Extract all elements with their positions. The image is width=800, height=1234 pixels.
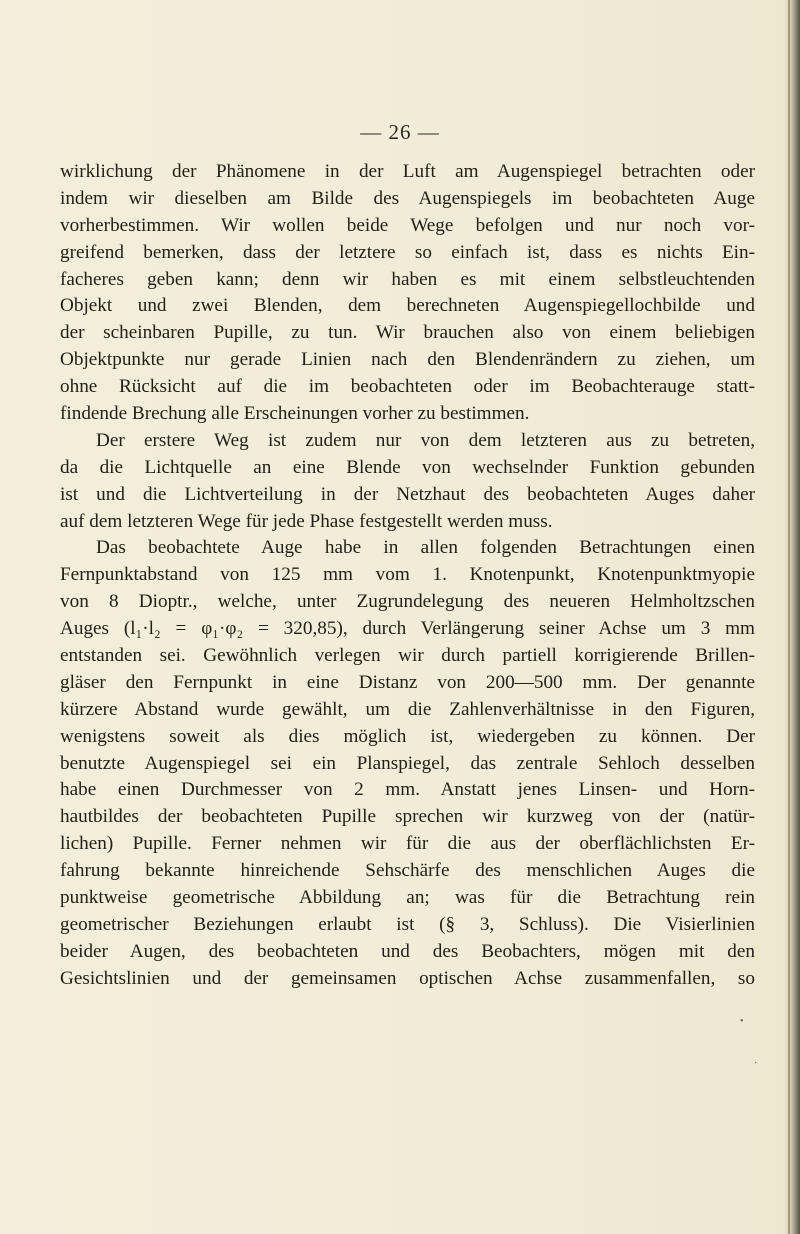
text-line: entstanden sei. Gewöhnlich verlegen wir durch partiell korrigierende Brillen- (60, 645, 755, 667)
text-line: von 8 Dioptr., welche, unter Zugrundelegung des neueren Helmholtzschen (60, 591, 755, 613)
text-line: Objektpunkte nur gerade Linien nach den Blendenrändern zu ziehen, um (60, 349, 755, 371)
paragraph-start-line: Das beobachtete Auge habe in allen folgenden Betrachtungen einen (96, 537, 755, 559)
text-line: Objekt und zwei Blenden, dem berechneten Augenspiegellochbilde und (60, 295, 755, 317)
text-line: fahrung bekannte hinreichende Sehschärfe des menschlichen Auges die (60, 860, 755, 882)
ink-speck-icon: · (754, 1058, 758, 1069)
text-line: beider Augen, des beobachteten und des Beobachters, mögen mit den (60, 940, 755, 962)
body-text (60, 159, 755, 993)
paragraph-end-line: findende Brechung alle Erscheinungen vorher zu bestimmen. (60, 403, 530, 425)
text-line: greifend bemerken, dass der letztere so einfach ist, dass es nichts Ein- (60, 241, 755, 263)
paragraph-start-line: Der erstere Weg ist zudem nur von dem letzteren aus zu betreten, (96, 429, 755, 451)
text-line: lichen) Pupille. Ferner nehmen wir für die aus der oberflächlichsten Er- (60, 833, 755, 855)
text-line: vorherbestimmen. Wir wollen beide Wege befolgen und nur noch vor- (60, 214, 755, 236)
page-number: — 26 — (360, 120, 440, 144)
text-line: punktweise geometrische Abbildung an; was für die Betrachtung rein (60, 887, 755, 909)
text-line: gläser den Fernpunkt in eine Distanz von 200—500 mm. Der genannte (60, 671, 755, 693)
text-line: Gesichtslinien und der gemeinsamen optischen Achse zusammenfallen, so (60, 967, 755, 989)
text-line: ist und die Lichtverteilung in der Netzhaut des beobachteten Auges daher (60, 483, 755, 505)
text-line: Fernpunktabstand von 125 mm vom 1. Knotenpunkt, Knotenpunktmyopie (60, 564, 755, 586)
text-line: indem wir dieselben am Bilde des Augenspiegels im beobachteten Auge (60, 187, 755, 209)
paragraph-end-line: auf dem letzteren Wege für jede Phase festgestellt werden muss. (60, 510, 553, 532)
text-line: Auges (l₁·l₂ = φ₁·φ₂ = 320,85), durch Verlängerung seiner Achse um 3 mm (60, 618, 755, 640)
text-line: facheres geben kann; denn wir haben es mit einem selbstleuchtenden (60, 268, 755, 290)
text-line: da die Lichtquelle an eine Blende von wechselnder Funktion gebunden (60, 456, 755, 478)
text-line: hautbildes der beobachteten Pupille sprechen wir kurzweg von der (natür- (60, 806, 755, 828)
text-line: geometrischer Beziehungen erlaubt ist (§ 3, Schluss). Die Visierlinien (60, 913, 755, 935)
ink-speck-icon: • (740, 1016, 744, 1027)
text-line: wirklichung der Phänomene in der Luft am Augenspiegel betrachten oder (60, 161, 755, 182)
page-edge-shadow (784, 0, 800, 1234)
text-line: wenigstens soweit als dies möglich ist, wiedergeben zu können. Der (60, 725, 755, 747)
text-line: kürzere Abstand wurde gewählt, um die Zahlenverhältnisse in den Figuren, (60, 698, 755, 720)
text-line: habe einen Durchmesser von 2 mm. Anstatt jenes Linsen- und Horn- (60, 779, 755, 801)
text-line: ohne Rücksicht auf die im beobachteten oder im Beobachterauge statt- (60, 376, 755, 398)
text-line: benutzte Augenspiegel sei ein Planspiegel, das zentrale Sehloch desselben (60, 752, 755, 774)
text-line: der scheinbaren Pupille, zu tun. Wir brauchen also von einem beliebigen (60, 322, 755, 344)
